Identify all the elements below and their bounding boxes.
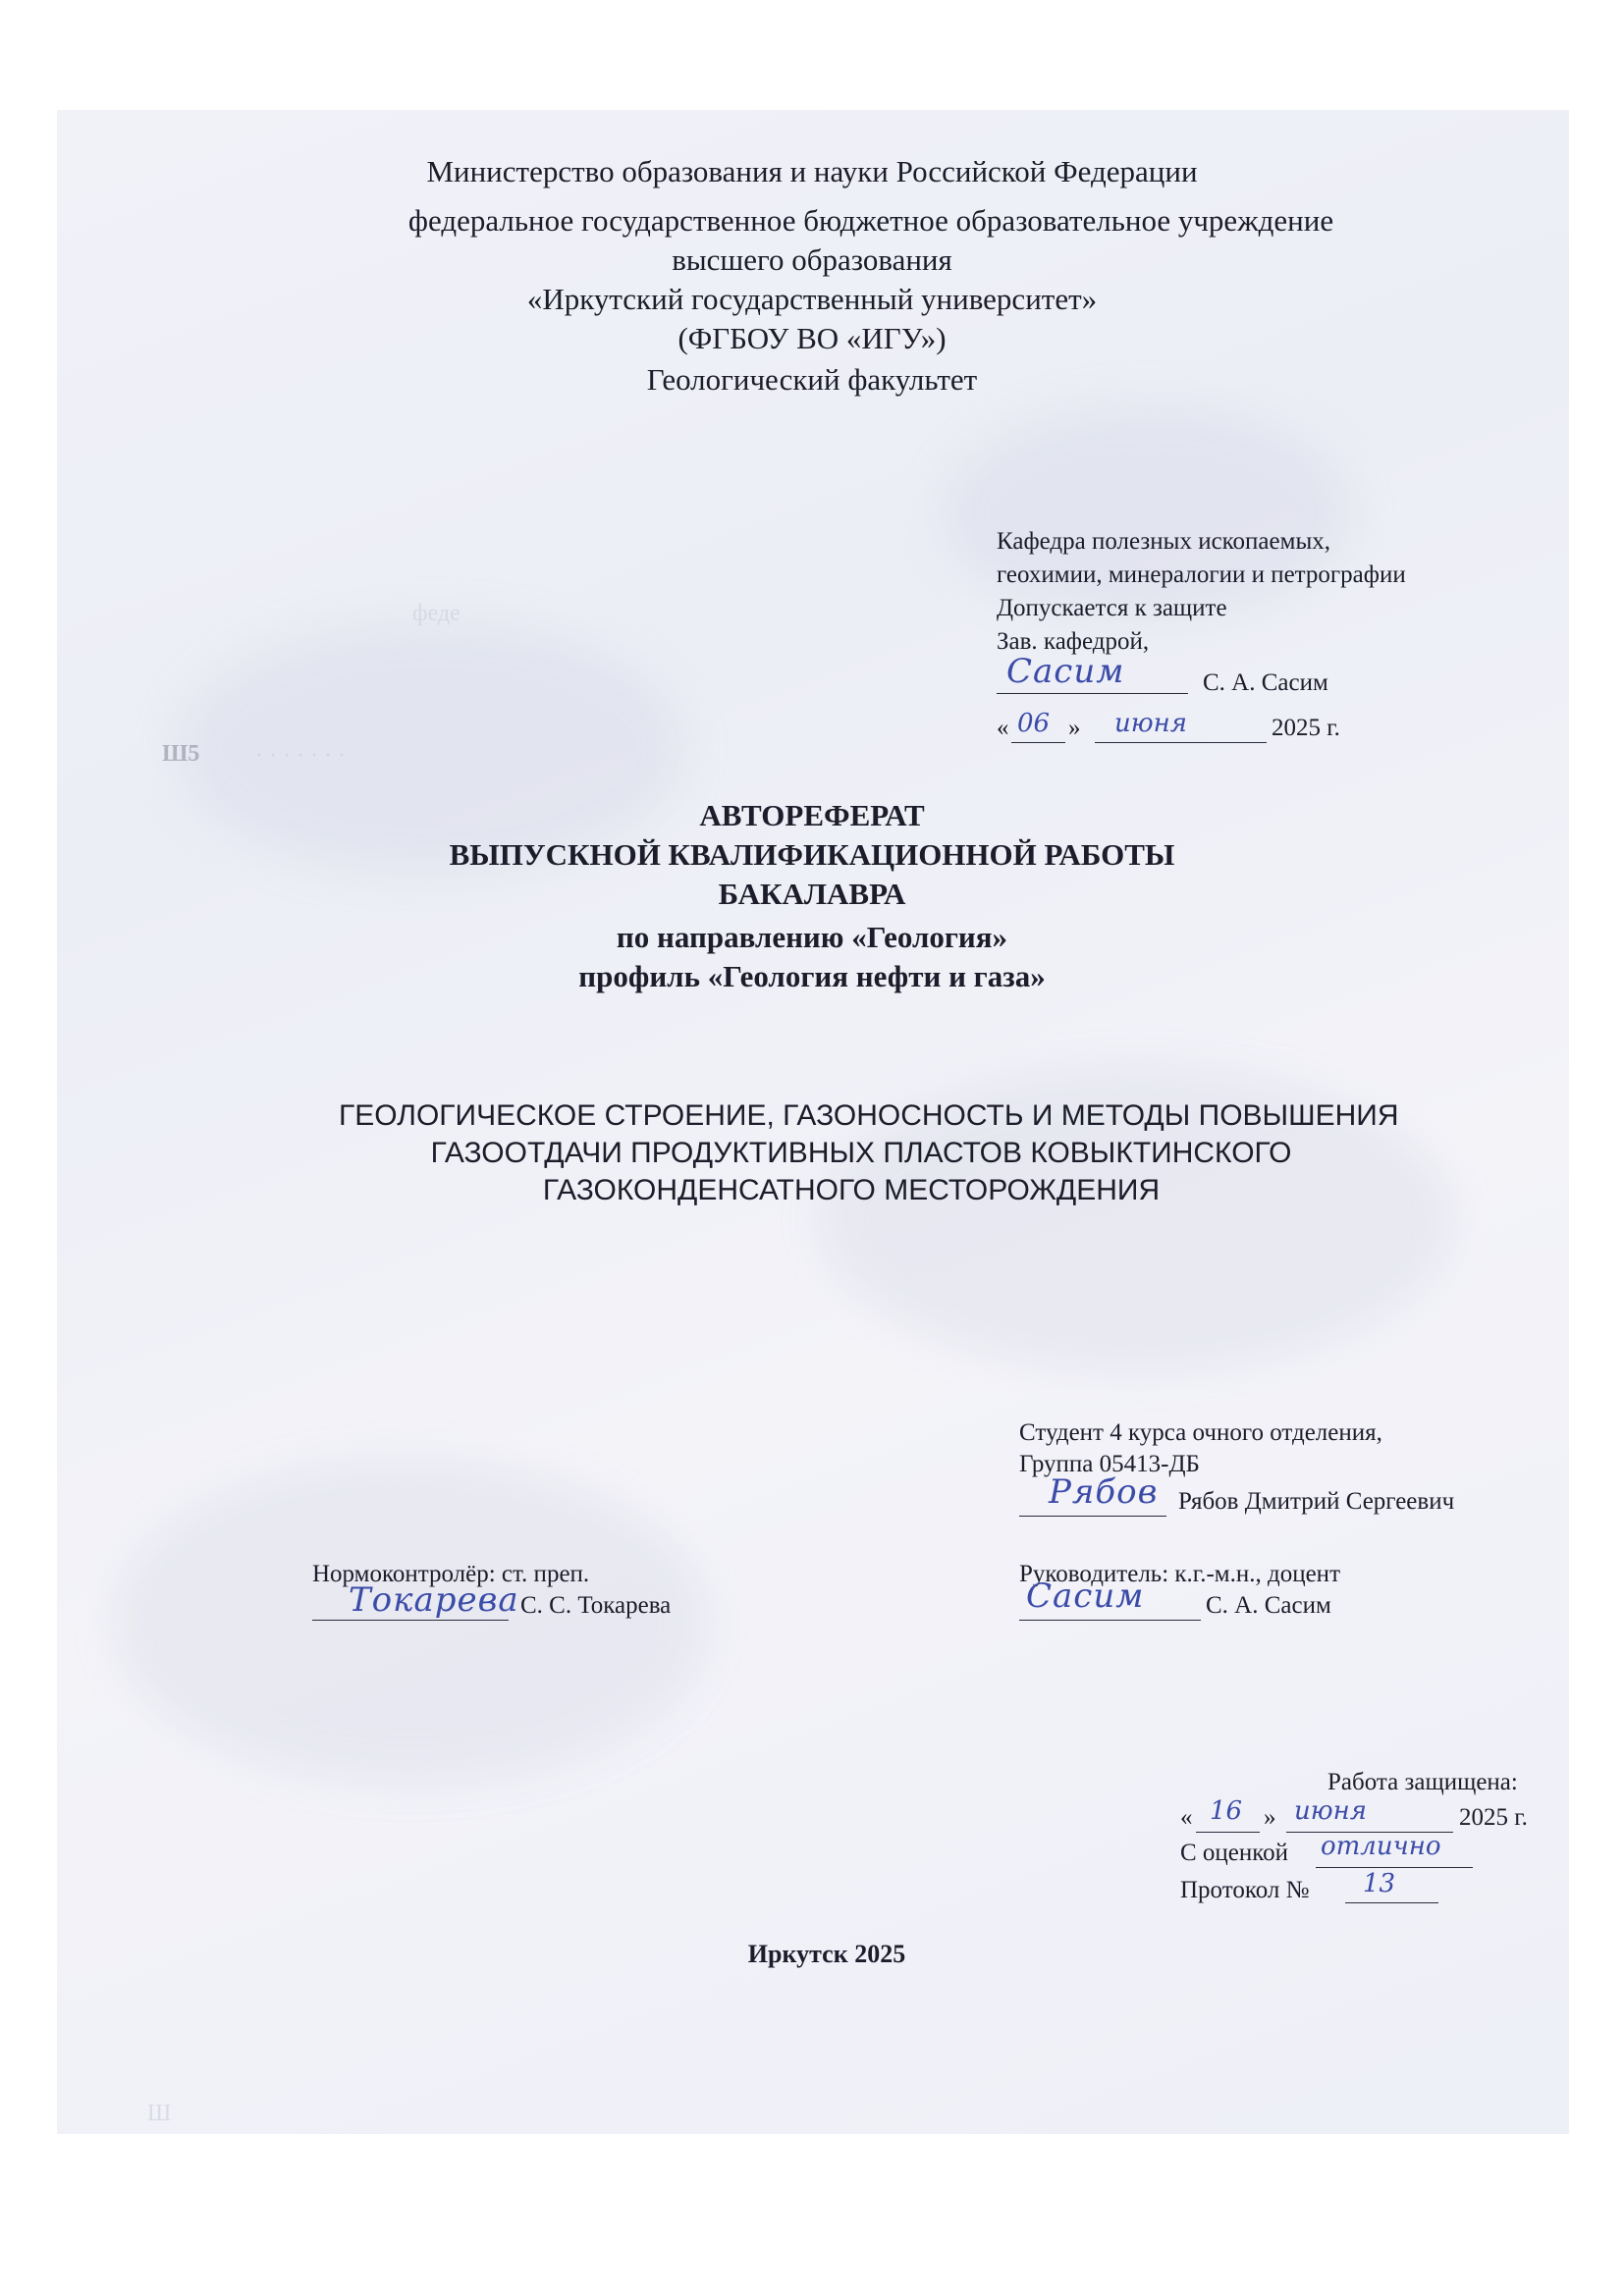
defense-date-open-quote: « [1180, 1804, 1193, 1831]
norm-control-signature: Токарева [349, 1580, 519, 1620]
approval-date-open-quote: « [997, 715, 1009, 741]
bleed-through-mark: феде [412, 601, 460, 626]
supervisor-signature: Сасим [1026, 1576, 1145, 1616]
thesis-topic-line-1: ГЕОЛОГИЧЕСКОЕ СТРОЕНИЕ, ГАЗОНОСНОСТЬ И МЕТОДЫ ПОВЫШЕНИЯ [339, 1099, 1399, 1132]
city-year: Иркутск 2025 [747, 1940, 906, 1968]
study-profile: профиль «Геология нефти и газа» [578, 959, 1046, 993]
bleed-through-mark: Ш [147, 2101, 172, 2126]
protocol-number: 13 [1363, 1869, 1396, 1898]
supervisor-label: Руководитель: к.г.-м.н., доцент [1019, 1561, 1340, 1587]
ministry-line: Министерство образования и науки Российской Федерации [426, 154, 1198, 188]
head-of-department-name: С. А. Сасим [1203, 669, 1328, 696]
university-abbreviation: (ФГБОУ ВО «ИГУ») [677, 321, 947, 355]
department-line-2: геохимии, минералогии и петрографии [997, 561, 1406, 588]
degree-level: БАКАЛАВРА [718, 877, 906, 911]
signature-line [1019, 1516, 1166, 1517]
document-type-subtitle: ВЫПУСКНОЙ КВАЛИФИКАЦИОННОЙ РАБОТЫ [449, 837, 1175, 872]
approval-date-day: 06 [1017, 709, 1051, 738]
university-name: «Иркутский государственный университет» [526, 282, 1098, 316]
education-level-line: высшего образования [672, 242, 952, 277]
signature-line [1019, 1620, 1201, 1621]
signature-line [312, 1620, 509, 1621]
protocol-line [1345, 1902, 1438, 1903]
thesis-topic-line-2: ГАЗООТДАЧИ ПРОДУКТИВНЫХ ПЛАСТОВ КОВЫКТИНСКОГО [430, 1137, 1292, 1169]
norm-control-label: Нормоконтролёр: ст. преп. [312, 1561, 590, 1587]
student-signature: Рябов [1049, 1472, 1159, 1512]
date-day-line [1196, 1832, 1260, 1833]
bleed-through-mark: · · · · · · · [255, 743, 346, 769]
student-course-line: Студент 4 курса очного отделения, [1019, 1419, 1382, 1446]
approval-date-month: июня [1114, 709, 1187, 738]
grade-value: отлично [1321, 1832, 1441, 1861]
document-type-title: АВТОРЕФЕРАТ [699, 798, 925, 832]
study-direction: по направлению «Геология» [616, 920, 1008, 954]
protocol-label: Протокол № [1180, 1877, 1310, 1903]
grade-line [1316, 1867, 1473, 1868]
thesis-topic-line-3: ГАЗОКОНДЕНСАТНОГО МЕСТОРОЖДЕНИЯ [542, 1174, 1161, 1206]
supervisor-name: С. А. Сасим [1206, 1592, 1331, 1619]
defense-date-month: июня [1294, 1796, 1367, 1826]
student-name: Рябов Дмитрий Сергеевич [1178, 1488, 1455, 1515]
defense-status-label: Работа защищена: [1327, 1769, 1518, 1795]
norm-control-name: С. С. Токарева [520, 1592, 672, 1619]
grade-label: С оценкой [1180, 1840, 1289, 1866]
admitted-to-defense: Допускается к защите [997, 595, 1227, 621]
defense-date-day: 16 [1210, 1796, 1243, 1826]
date-day-line [1011, 742, 1065, 743]
bleed-through-mark: Ш5 [162, 741, 200, 767]
defense-date-year: 2025 г. [1459, 1804, 1528, 1831]
student-group: Группа 05413-ДБ [1019, 1451, 1200, 1477]
head-signature: Сасим [1006, 652, 1125, 691]
date-month-line [1095, 742, 1267, 743]
institution-type-line: федеральное государственное бюджетное образовательное учреждение [407, 203, 1334, 238]
defense-date-close-quote: » [1264, 1804, 1276, 1831]
faculty-name: Геологический факультет [646, 362, 978, 397]
approval-date-year: 2025 г. [1272, 715, 1340, 741]
department-line-1: Кафедра полезных ископаемых, [997, 528, 1330, 555]
approval-date-close-quote: » [1068, 715, 1081, 741]
head-of-department-label: Зав. кафедрой, [997, 628, 1150, 655]
signature-line [997, 693, 1188, 694]
